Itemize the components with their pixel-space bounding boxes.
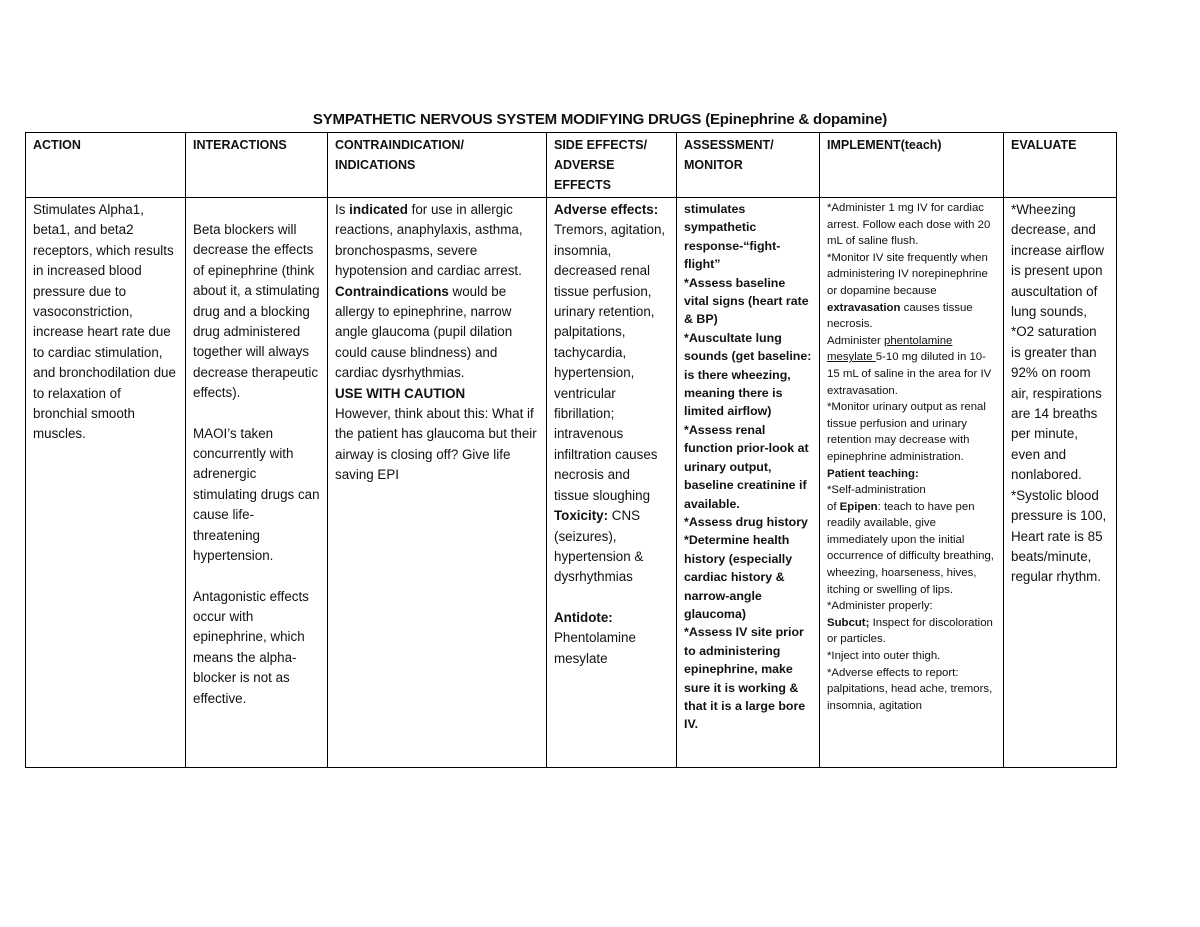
caution-label: USE WITH CAUTION (335, 385, 466, 401)
header-contraindication-label: CONTRAINDICATION/ (335, 138, 464, 152)
patient-teaching-label: Patient teaching: (827, 467, 919, 480)
header-adverse-label: ADVERSE (554, 158, 615, 172)
header-effects-label: EFFECTS (554, 178, 611, 192)
implement-text: Inspect for discoloration or particles. (827, 616, 993, 646)
header-monitor-label: MONITOR (684, 158, 743, 172)
implement-item (827, 333, 996, 399)
interactions-cell (186, 198, 328, 768)
header-action (26, 133, 186, 198)
assessment-item: *Auscultate lung sounds (get baseline: is there wheezing, meaning there is limited airflow) (684, 330, 812, 419)
drug-info-table (25, 132, 1117, 768)
header-implement (820, 133, 1004, 198)
header-interactions-label: INTERACTIONS (193, 138, 287, 152)
phentolamine-term: phentolamine mesylate (827, 334, 953, 364)
table-header-row (26, 133, 1117, 198)
epipen-term: Epipen (839, 500, 878, 513)
header-evaluate-label: EVALUATE (1011, 138, 1077, 152)
assessment-item: *Assess renal function prior-look at urinary output, baseline creatinine if available. (684, 422, 809, 511)
implement-item: *Monitor urinary output as renal tissue perfusion and urinary retention may decrease with epinephrine administration. (827, 401, 986, 463)
implement-text: causes tissue necrosis. (827, 301, 973, 331)
assessment-item: *Determine health history (especially cardiac history & narrow-angle glaucoma) (684, 533, 793, 621)
implement-text: Administer (827, 334, 884, 347)
implement-item: *Self-administration (827, 484, 926, 497)
adverse-effects-text-end: tissue sloughing (554, 487, 651, 503)
evaluate-text: *Wheezing decrease, and increase airflow is present upon auscultation of lung sounds, *O2 saturation is greater than 92% on room air, respirations are 14 breaths per minute, even and nonlabored. *Systolic blood pressure is 100, Heart rate is 85 beats/minute, regular rhythm. (1011, 202, 1107, 585)
page-title: SYMPATHETIC NERVOUS SYSTEM MODIFYING DRUGS (Epinephrine & dopamine) (312, 111, 888, 128)
side-effects-cell (547, 198, 677, 768)
table-body-row (26, 198, 1117, 768)
implement-item: *Administer 1 mg IV for cardiac arrest. Follow each dose with 20 mL of saline flush. (827, 202, 991, 248)
antidote-label: Antidote: (554, 609, 613, 625)
contraindications-paragraph (335, 282, 539, 384)
antidote-text: Phentolamine mesylate (554, 630, 636, 666)
implement-text: : teach to have pen readily available, give immediately upon the initial occurrence of difficulty breathing, wheezing, hoarseness, hives, itching or swelling of lips. (827, 500, 994, 596)
indications-paragraph (335, 200, 539, 282)
extravasation-term: extravasation (827, 301, 901, 314)
assessment-item: *Assess baseline vital signs (heart rate & BP) (684, 275, 809, 327)
implement-item (827, 615, 996, 648)
header-evaluate (1004, 133, 1117, 198)
header-indications-label: INDICATIONS (335, 158, 416, 172)
implement-text: *Monitor IV site frequently when administering IV norepinephrine or dopamine because (827, 251, 988, 297)
contraindications-label: Contraindications (335, 283, 449, 299)
interaction-maoi: MAOI’s taken concurrently with adrenergic stimulating drugs can cause life-threatening hypertension. (193, 425, 320, 564)
assessment-item: stimulates sympathetic response-“fight-flight” (684, 202, 781, 272)
implement-cell (820, 198, 1004, 768)
action-text: Stimulates Alpha1, beta1, and beta2 receptors, which results in increased blood pressure due to vasoconstriction, increase heart rate due to cardiac stimulation, and bronchodilation due to relaxation of bronchial smooth muscles. (33, 202, 176, 442)
header-side-effects-label: SIDE EFFECTS/ (554, 138, 648, 152)
interaction-beta-blockers: Beta blockers will decrease the effects of epinephrine (think about it, a stimulating drug and a blocking drug administered together will always decrease therapeutic effects). (193, 222, 320, 401)
header-interactions (186, 133, 328, 198)
implement-item: *Adverse effects to report: palpitations, head ache, tremors, insomnia, agitation (827, 666, 993, 712)
toxicity-text: CNS (seizures), hypertension & dysrhythmias (554, 508, 644, 585)
evaluate-cell (1004, 198, 1117, 768)
implement-item: *Inject into outer thigh. (827, 650, 941, 663)
contraindication-cell (328, 198, 547, 768)
assessment-item: *Assess drug history (684, 514, 808, 529)
interaction-antagonistic: Antagonistic effects occur with epinephrine, which means the alpha-blocker is not as effective. (193, 588, 309, 706)
header-action-label: ACTION (33, 138, 81, 152)
implement-item (827, 499, 996, 599)
contraindications-text: would be allergy to epinephrine, narrow angle glaucoma (pupil dilation could cause blindness) and cardiac dysrhythmias. (335, 283, 513, 381)
action-cell (26, 198, 186, 768)
adverse-effects-text: Tremors, agitation, insomnia, decreased renal tissue perfusion, urinary retention, palpitations, tachycardia, hypertension, ventricular fibrillation; intravenous infiltration causes necrosis and (554, 222, 666, 483)
indicated-label: indicated (349, 202, 408, 217)
toxicity-label: Toxicity: (554, 508, 609, 524)
adverse-effects-label: Adverse effects: (554, 202, 659, 217)
implement-text: of (827, 500, 840, 513)
implement-item (827, 250, 996, 333)
assessment-item: *Assess IV site prior to administering epinephrine, make sure it is working & that it is a large bore IV. (684, 625, 806, 732)
header-contraindication (328, 133, 547, 198)
header-assessment (677, 133, 820, 198)
toxicity-paragraph (554, 506, 669, 588)
indicated-prefix: Is (335, 202, 350, 217)
header-side-effects (547, 133, 677, 198)
implement-item: *Administer properly: (827, 600, 933, 613)
implement-text: 5-10 mg diluted in 10-15 mL of saline in the area for IV extravasation. (827, 351, 992, 397)
header-implement-label: IMPLEMENT(teach) (827, 138, 942, 152)
caution-text: However, think about this: What if the patient has glaucoma but their airway is closing off? Give life saving EPI (335, 406, 537, 483)
indications-text: for use in allergic reactions, anaphylaxis, asthma, bronchospasms, severe hypotension and cardiac arrest. (335, 202, 523, 279)
assessment-cell (677, 198, 820, 768)
header-assessment-label: ASSESSMENT/ (684, 138, 774, 152)
subcut-term: Subcut; (827, 616, 870, 629)
